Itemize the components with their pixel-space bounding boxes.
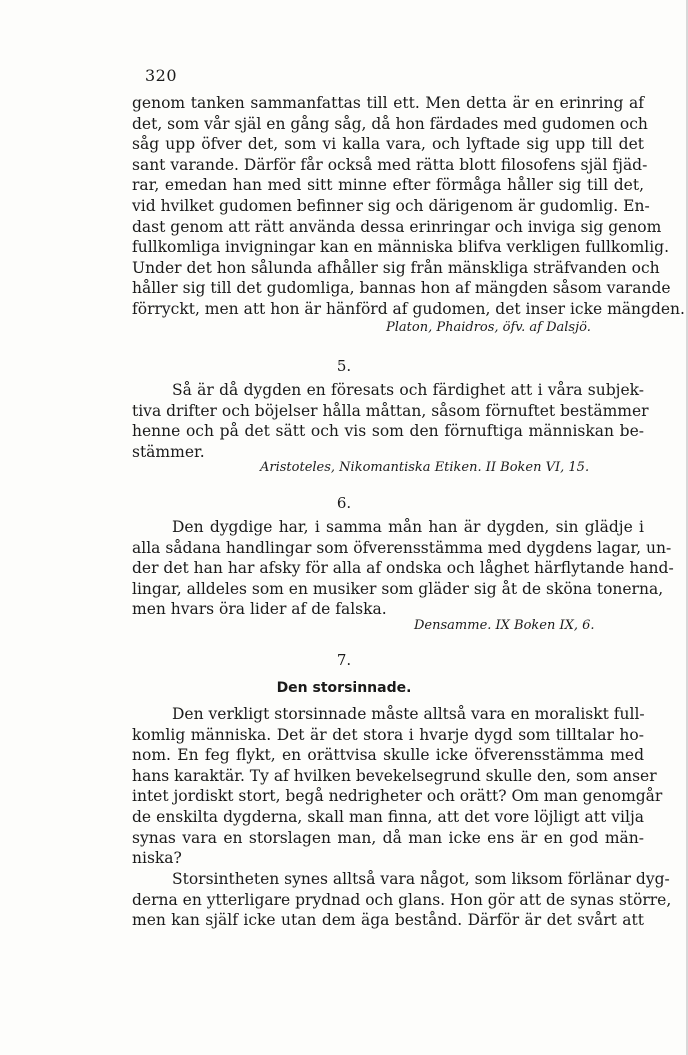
- text-line: tiva drifter och böjelser hålla måttan, såsom förnuftet bestämmer: [132, 401, 649, 420]
- text-line: håller sig till det gudomliga, bannas hon af mängden såsom varande: [132, 279, 671, 298]
- text-line: Under det hon sålunda afhåller sig från mänskliga sträfvanden och: [132, 258, 660, 277]
- text-line: komlig människa. Det är det stora i hvarje dygd som tilltalar ho-: [132, 725, 644, 744]
- paragraph-continuation: [132, 93, 685, 320]
- paragraph-section-7-first: [132, 704, 663, 869]
- text-line: stämmer.: [132, 442, 205, 461]
- page-number: 320: [145, 66, 178, 85]
- text-line: synas vara en storslagen man, då man icke ens är en god män-: [132, 828, 644, 847]
- text-line: genom tanken sammanfattas till ett. Men detta är en erinring af: [132, 94, 644, 112]
- text-line: alla sådana handlingar som öfverensstämma med dygdens lagar, un-: [132, 538, 672, 557]
- text-line: henne och på det sätt och vis som den förnuftiga människan be-: [132, 422, 644, 441]
- text-line: sant varande. Därför får också med rätta blott filosofens själ fjäd-: [132, 155, 648, 174]
- text-line: nom. En feg flykt, en orättvisa skulle icke öfverensstämma med: [132, 746, 644, 765]
- text-line: såg upp öfver det, som vi kalla vara, och lyftade sig upp till det: [132, 135, 644, 154]
- text-line: Den dygdige har, i samma mån han är dygden, sin glädje i: [172, 518, 644, 536]
- text-line: der det han har afsky för alla af ondska och låghet härflytande hand-: [132, 559, 674, 578]
- text-line: vid hvilket gudomen befinner sig och därigenom är gudomlig. En-: [132, 196, 650, 215]
- text-line: dast genom att rätt använda dessa erinringar och inviga sig genom: [132, 217, 662, 236]
- text-line: intet jordiskt stort, begå nedrigheter och orätt? Om man genomgår: [132, 787, 663, 806]
- section-number-5: 5.: [336, 357, 352, 375]
- text-line: det, som vår själ en gång såg, då hon färdades med gudomen och: [132, 114, 648, 133]
- section-heading: Den storsinnade.: [276, 680, 412, 696]
- paragraph-section-6: [132, 517, 674, 620]
- text-line: derna en ytterligare prydnad och glans. Hon gör att de synas större,: [132, 890, 672, 909]
- text-line: de enskilta dygderna, skall man finna, att det vore löjligt att vilja: [132, 807, 644, 826]
- text-line: men hvars öra lider af de falska.: [132, 600, 387, 619]
- text-line: förryckt, men att hon är hänförd af gudomen, det inser icke mängden.: [132, 299, 685, 318]
- citation-aristoteles: Aristoteles, Nikomantiska Etiken. II Boken VI, 15.: [260, 460, 590, 475]
- text-line: Storsintheten synes alltså vara något, som liksom förlänar dyg-: [172, 870, 670, 888]
- text-line: Så är då dygden en föresats och färdighet att i våra subjek-: [172, 381, 644, 399]
- text-line: niska?: [132, 849, 182, 868]
- section-number-7: 7.: [336, 651, 352, 669]
- text-line: fullkomliga invigningar kan en människa blifva verkligen fullkomlig.: [132, 238, 670, 257]
- text-line: men kan själf icke utan dem äga bestånd. Därför är det svårt att: [132, 911, 644, 930]
- text-line: hans karaktär. Ty af hvilken bevekelsegrund skulle den, som anser: [132, 766, 657, 785]
- text-line: Den verkligt storsinnade måste alltså vara en moraliskt full-: [172, 705, 645, 723]
- text-line: rar, emedan han med sitt minne efter förmåga håller sig till det,: [132, 176, 644, 195]
- paragraph-section-7-second: [132, 869, 672, 931]
- citation-densamme: Densamme. IX Boken IX, 6.: [414, 618, 595, 633]
- section-number-6: 6.: [336, 494, 352, 512]
- citation-platon: Platon, Phaidros, öfv. af Dalsjö.: [386, 320, 591, 335]
- paragraph-section-5: [132, 380, 649, 462]
- text-line: lingar, alldeles som en musiker som gläder sig åt de sköna tonerna,: [132, 579, 664, 598]
